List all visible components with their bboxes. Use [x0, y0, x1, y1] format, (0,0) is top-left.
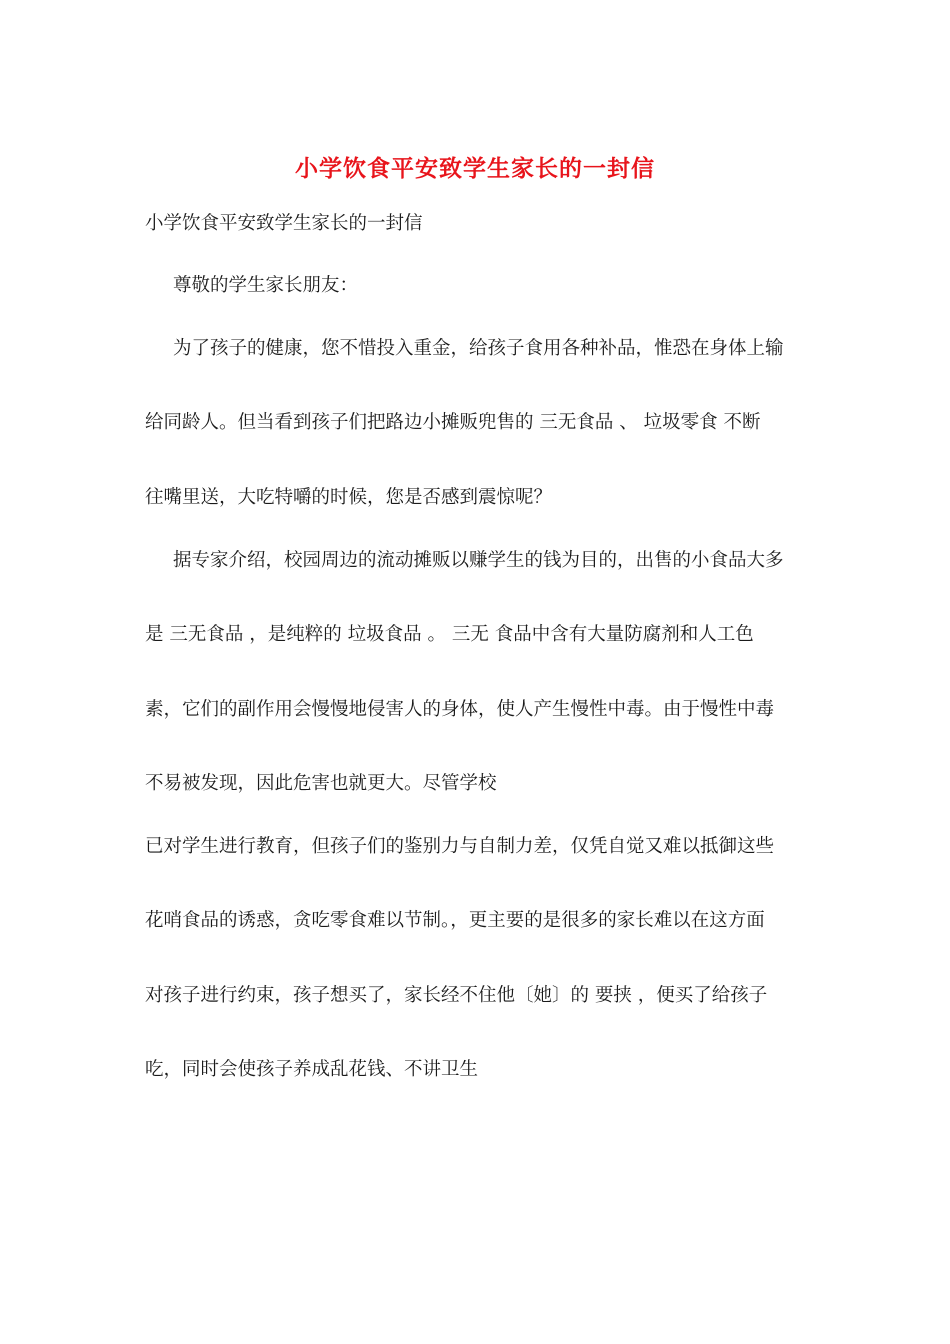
- paragraph-3-line-4: 吃，同时会使孩子养成乱花钱、不讲卫生: [145, 1059, 479, 1080]
- document-title: 小学饮食平安致学生家长的一封信: [295, 155, 655, 182]
- paragraph-3-line-1: 已对学生进行教育，但孩子们的鉴别力与自制力差，仅凭自觉又难以抵御这些: [145, 836, 775, 857]
- paragraph-1-line-3: 往嘴里送，大吃特嚼的时候，您是否感到震惊呢？: [145, 487, 553, 508]
- paragraph-3-line-2: 花哨食品的诱惑，贪吃零食难以节制。，更主要的是很多的家长难以在这方面: [145, 910, 765, 931]
- paragraph-1-line-2: 给同龄人。但当看到孩子们把路边小摊贩兜售的 三无食品 、 垃圾零食 不断: [145, 412, 761, 433]
- paragraph-2-line-2: 是 三无食品 ，是纯粹的 垃圾食品 。 三无 食品中含有大量防腐剂和人工色: [145, 624, 754, 645]
- paragraph-2-line-1: 据专家介绍，校园周边的流动摊贩以赚学生的钱为目的，出售的小食品大多: [173, 550, 784, 571]
- paragraph-2-line-3: 素，它们的副作用会慢慢地侵害人的身体，使人产生慢性中毒。由于慢性中毒: [145, 699, 775, 720]
- paragraph-3-line-3: 对孩子进行约束，孩子想买了，家长经不住他〔她〕的 要挟 ，便买了给孩子: [145, 985, 768, 1006]
- subtitle-line: 小学饮食平安致学生家长的一封信: [145, 213, 423, 234]
- paragraph-2-line-4: 不易被发现，因此危害也就更大。尽管学校: [145, 773, 497, 794]
- salutation-line: 尊敬的学生家长朋友：: [173, 275, 359, 296]
- paragraph-1-line-1: 为了孩子的健康，您不惜投入重金，给孩子食用各种补品，惟恐在身体上输: [173, 338, 784, 359]
